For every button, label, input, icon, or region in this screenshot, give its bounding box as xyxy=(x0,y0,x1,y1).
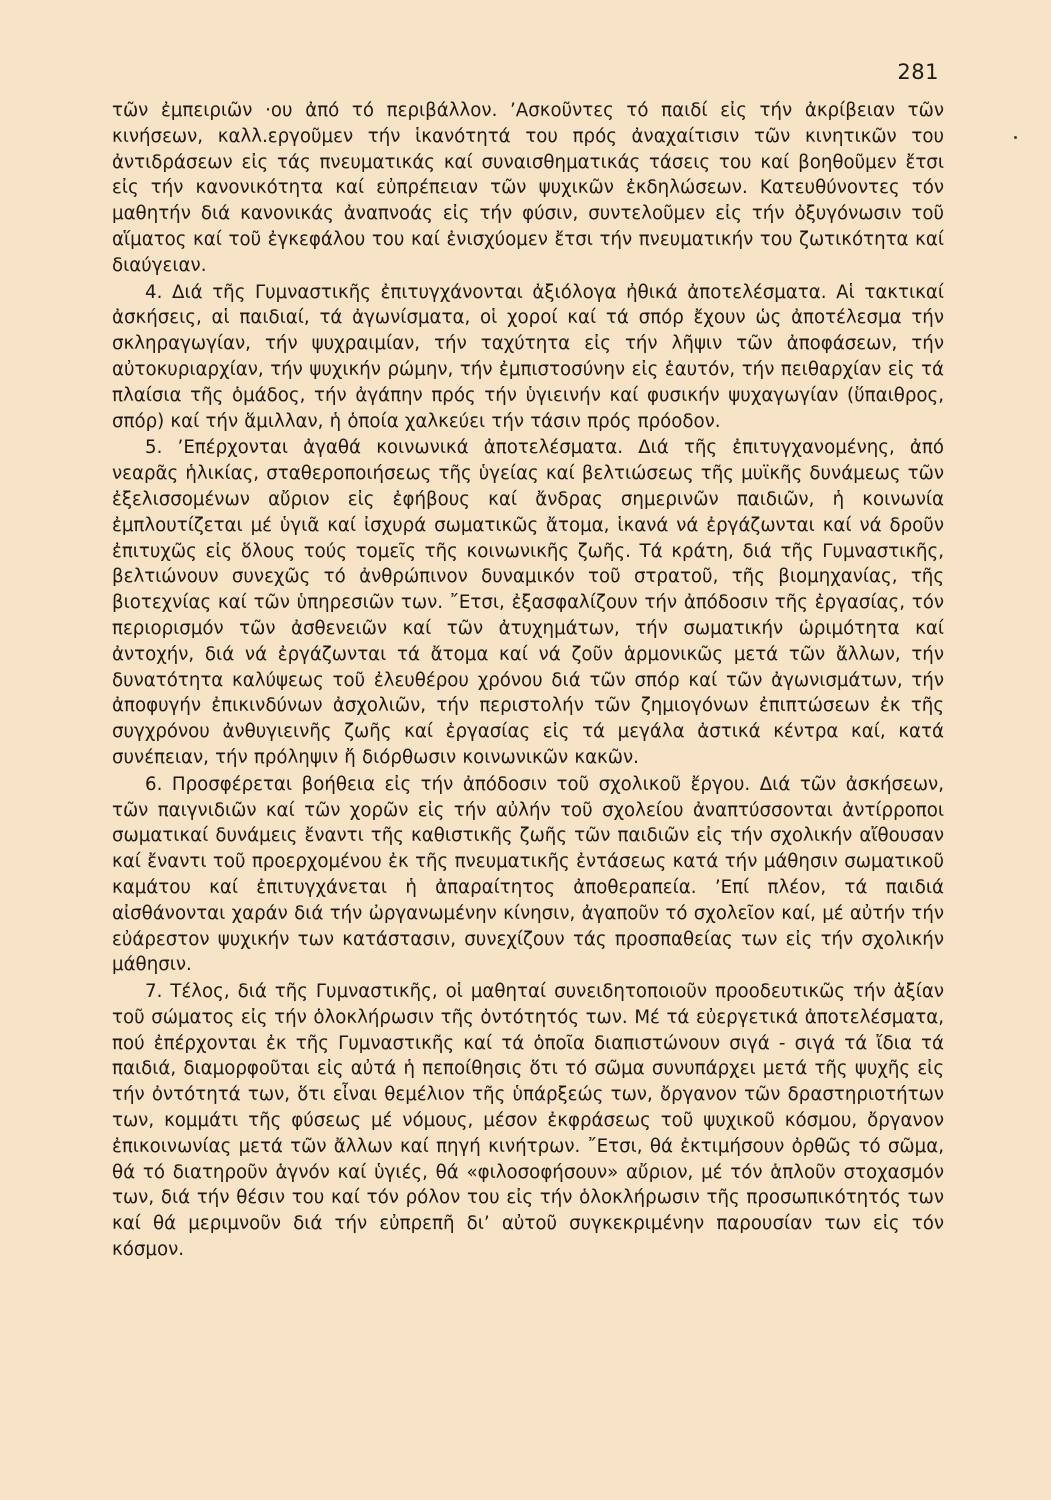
paragraph-4 xyxy=(112,280,944,435)
paragraph-text: Διά τῆς Γυμναστικῆς ἐπιτυγχάνονται ἀξιόλογα ἠθικά ἀποτελέσματα. Αἱ τακτικαί ἀσκήσεις, αἱ παιδιαί, τά ἀγωνίσματα, οἱ χοροί καί τά σπόρ ἔχουν ὡς ἀποτέλεσμα τήν σκληραγωγίαν, τήν ψυχραιμίαν, τήν ταχύτητα εἰς τήν λῆψιν τῶν ἀποφάσεων, τήν αὐτοκυριαρχίαν, τήν ψυχικήν ρώμην, τήν ἐμπιστοσύνην εἰς ἑαυτόν, τήν πειθαρχίαν εἰς τά πλαίσια τῆς ὁμάδος, τήν ἀγάπην πρός τήν ὑγιεινήν καί φυσικήν ψυχαγωγίαν (ὕπαιθρος, σπόρ) καί τήν ἅμιλλαν, ἡ ὁποία χαλκεύει τήν τάσιν πρός πρόοδον. xyxy=(112,281,944,432)
page-body xyxy=(112,98,944,1263)
paragraph-number: 5. xyxy=(145,437,163,459)
paragraph-continuation xyxy=(112,98,944,279)
paragraph-6 xyxy=(112,772,944,978)
paragraph-text: Τέλος, διά τῆς Γυμναστικῆς, οἱ μαθηταί συνειδητοποιοῦν προοδευτικῶς τήν ἀξίαν τοῦ σώματος εἰς τήν ὁλοκλήρωσιν τῆς ὀντότητός των. Μέ τά εὐεργετικά ἀποτελέσματα, πού ἐπέρχονται ἐκ τῆς Γυμναστικῆς καί τά ὁποῖα διαπιστώνουν σιγά - σιγά τά ἴδια τά παιδιά, διαμορφοῦται εἰς αὐτά ἡ πεποίθησις ὅτι τό σῶμα συνυπάρχει μετά τῆς ψυχῆς εἰς τήν ὀντότητά των, ὅτι εἶναι θεμέλιον τῆς ὑπάρξεώς των, ὄργανον τῶν δραστηριοτήτων των, κομμάτι τῆς φύσεως μέ νόμους, μέσον ἐκφράσεως τοῦ ψυχικοῦ κόσμου, ὄργανον ἐπικοινωνίας μετά τῶν ἄλλων καί πηγή κινήτρων. ῎Ετσι, θά ἐκτιμήσουν ὀρθῶς τό σῶμα, θά τό διατηροῦν ἁγνόν καί ὑγιές, θά «φιλοσοφήσουν» αὔριον, μέ τόν ἁπλοῦν στοχασμόν των, διά τήν θέσιν του καί τόν ρόλον του εἰς τήν ὁλοκλήρωσιν τῆς προσωπικότητός των καί θά μεριμνοῦν διά τήν εὐπρεπῆ δι’ αὐτοῦ συγκεκριμένην παρουσίαν των εἰς τόν κόσμον. xyxy=(112,981,944,1261)
margin-dot-mark xyxy=(1014,136,1017,139)
paragraph-text: τῶν ἐμπειριῶν ·ου ἀπό τό περιβάλλον. ’Ασκοῦντες τό παιδί εἰς τήν ἀκρίβειαν τῶν κινήσεων, καλλ.εργοῦμεν τήν ἱκανότητά του πρός ἀναχαίτισιν τῶν κινητικῶν του ἀντιδράσεων εἰς τάς πνευματικάς καί συναισθηματικάς τάσεις του καί βοηθοῦμεν ἔτσι εἰς τήν κανονικότητα καί εὐπρέπειαν τῶν ψυχικῶν ἐκδηλώσεων. Κατευθύνοντες τόν μαθητήν διά κανονικάς ἀναπνοάς εἰς τήν φύσιν, συντελοῦμεν εἰς τήν ὀξυγόνωσιν τοῦ αἵματος καί τοῦ ἐγκεφάλου του καί ἐνισχύομεν ἔτσι τήν πνευματικήν του ζωτικότητα καί διαύγειαν. xyxy=(112,100,944,276)
paragraph-text: Προσφέρεται βοήθεια εἰς τήν ἀπόδοσιν τοῦ σχολικοῦ ἔργου. Διά τῶν ἀσκήσεων, τῶν παιγνιδιῶν καί τῶν χορῶν εἰς τήν αὐλήν τοῦ σχολείου ἀναπτύσσονται ἀντίρροποι σωματικαί δυνάμεις ἔναντι τῆς καθιστικῆς ζωῆς τῶν παιδιῶν εἰς τήν σχολικήν αἴθουσαν καί ἔναντι τοῦ προερχομένου ἐκ τῆς πνευματικῆς ἐντάσεως κατά τήν μάθησιν σωματικοῦ καμάτου καί ἐπιτυγχάνεται ἡ ἀπαραίτητος ἀποθεραπεία. ’Επί πλέον, τά παιδιά αἰσθάνονται χαράν διά τήν ὠργανωμένην κίνησιν, ἀγαποῦν τό σχολεῖον καί, μέ αὐτήν τήν εὐάρεστον ψυχικήν των κατάστασιν, συνεχίζουν τάς προσπαθείας των εἰς τήν σχολικήν μάθησιν. xyxy=(112,773,944,976)
page-number: 281 xyxy=(897,60,939,84)
paragraph-number: 4. xyxy=(145,281,163,303)
paragraph-number: 6. xyxy=(145,773,163,795)
paragraph-5 xyxy=(112,435,944,770)
paragraph-number: 7. xyxy=(145,981,163,1003)
paragraph-text: ’Επέρχονται ἀγαθά κοινωνικά ἀποτελέσματα. Διά τῆς ἐπιτυγχανομένης, ἀπό νεαρᾶς ἡλικίας, σταθεροποιήσεως τῆς ὑγείας καί βελτιώσεως τῆς μυϊκῆς δυνάμεως τῶν ἐξελισσομένων αὔριον εἰς ἐφήβους καί ἄνδρας σημερινῶν παιδιῶν, ἡ κοινωνία ἐμπλουτίζεται μέ ὑγιᾶ καί ἰσχυρά σωματικῶς ἄτομα, ἱκανά νά ἐργάζωνται καί νά δροῦν ἐπιτυχῶς εἰς ὅλους τούς τομεῖς τῆς κοινωνικῆς ζωῆς. Τά κράτη, διά τῆς Γυμναστικῆς, βελτιώνουν συνεχῶς τό ἀνθρώπινον δυναμικόν τοῦ στρατοῦ, τῆς βιομηχανίας, τῆς βιοτεχνίας καί τῶν ὑπηρεσιῶν των. ῎Ετσι, ἐξασφαλίζουν τήν ἀπόδοσιν τῆς ἐργασίας, τόν περιορισμόν τῶν ἀσθενειῶν καί τῶν ἀτυχημάτων, τήν σωματικήν ὡριμότητα καί ἀντοχήν, διά νά ἐργάζωνται τά ἄτομα καί νά ζοῦν ἁρμονικῶς μετά τῶν ἄλλων, τήν δυνατότητα καλύψεως τοῦ ἐλευθέρου χρόνου διά τῶν σπόρ καί τῶν ἀγωνισμάτων, τήν ἀποφυγήν ἐπικινδύνων ἀσχολιῶν, τήν περιστολήν τῶν ζημιογόνων ἐπιπτώσεων ἐκ τῆς συγχρόνου ἀνθυγιεινῆς ζωῆς καί ἐργασίας εἰς τά μεγάλα ἀστικά κέντρα καί, κατά συνέπειαν, τήν πρόληψιν ἤ διόρθωσιν κοινωνικῶν κακῶν. xyxy=(112,437,944,768)
paragraph-7 xyxy=(112,979,944,1263)
